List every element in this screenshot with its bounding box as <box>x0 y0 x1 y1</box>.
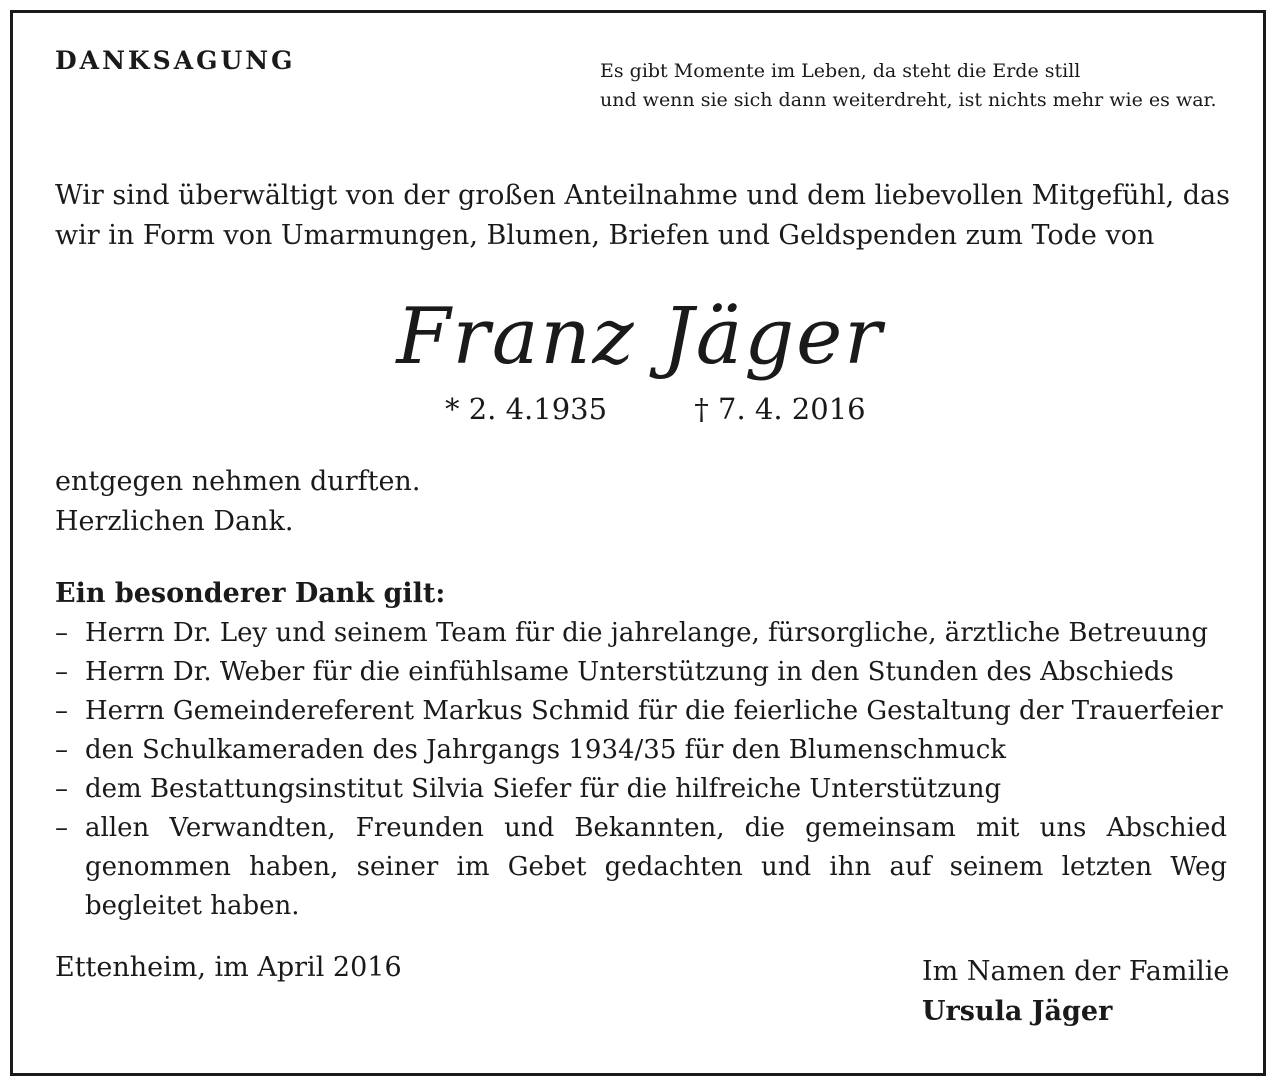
list-item <box>55 692 1227 731</box>
death-date: † 7. 4. 2016 <box>694 392 866 426</box>
closing-line-1: entgegen nehmen durften. <box>55 466 421 497</box>
signoff-line: Im Namen der Familie <box>922 956 1230 987</box>
special-thanks-title: Ein besonderer Dank gilt: <box>55 578 446 609</box>
life-dates <box>445 392 866 426</box>
list-item-text: dem Bestattungsinstitut Silvia Siefer für die hilfreiche Unterstützung <box>85 774 1002 804</box>
dash-bullet: – <box>55 696 68 726</box>
dash-bullet: – <box>55 735 68 765</box>
quote-line-1: Es gibt Momente im Leben, da steht die Erde still <box>600 60 1081 82</box>
list-item <box>55 809 1227 926</box>
dash-bullet: – <box>55 657 68 687</box>
birth-date: * 2. 4.1935 <box>445 392 608 426</box>
closing-text <box>55 462 420 542</box>
place-date: Ettenheim, im April 2016 <box>55 952 402 983</box>
signature-name: Ursula Jäger <box>922 996 1113 1027</box>
dash-bullet: – <box>55 618 68 648</box>
list-item-text: Herrn Dr. Weber für die einfühlsame Unterstützung in den Stunden des Abschieds <box>85 657 1174 687</box>
list-item-text: allen Verwandten, Freunden und Bekannten, die gemeinsam mit uns Abschied genommen haben, seiner im Gebet gedachten und ihn auf seinem letzten Weg begleitet haben. <box>85 813 1227 921</box>
list-item-text: Herrn Gemeindereferent Markus Schmid für die feierliche Gestaltung der Trauerfeier <box>85 696 1223 726</box>
dash-bullet: – <box>55 813 68 843</box>
notice-heading: DANKSAGUNG <box>55 46 296 75</box>
intro-text: Wir sind überwältigt von der großen Anteilnahme und dem liebevollen Mitgefühl, das wir in Form von Umarmungen, Blumen, Briefen und Geldspenden zum Tode von <box>55 180 1230 251</box>
list-item-text: den Schulkameraden des Jahrgangs 1934/35 für den Blumenschmuck <box>85 735 1007 765</box>
deceased-name: Franz Jäger <box>396 292 884 382</box>
list-item <box>55 770 1227 809</box>
list-item-text: Herrn Dr. Ley und seinem Team für die jahrelange, fürsorgliche, ärztliche Betreuung <box>85 618 1209 648</box>
quote-line-2: und wenn sie sich dann weiterdreht, ist nichts mehr wie es war. <box>600 89 1217 111</box>
list-item <box>55 731 1227 770</box>
list-item <box>55 614 1227 653</box>
quote <box>600 57 1217 115</box>
closing-line-2: Herzlichen Dank. <box>55 506 294 537</box>
dash-bullet: – <box>55 774 68 804</box>
special-thanks-list <box>55 614 1227 926</box>
list-item <box>55 653 1227 692</box>
signoff <box>922 952 1229 1032</box>
